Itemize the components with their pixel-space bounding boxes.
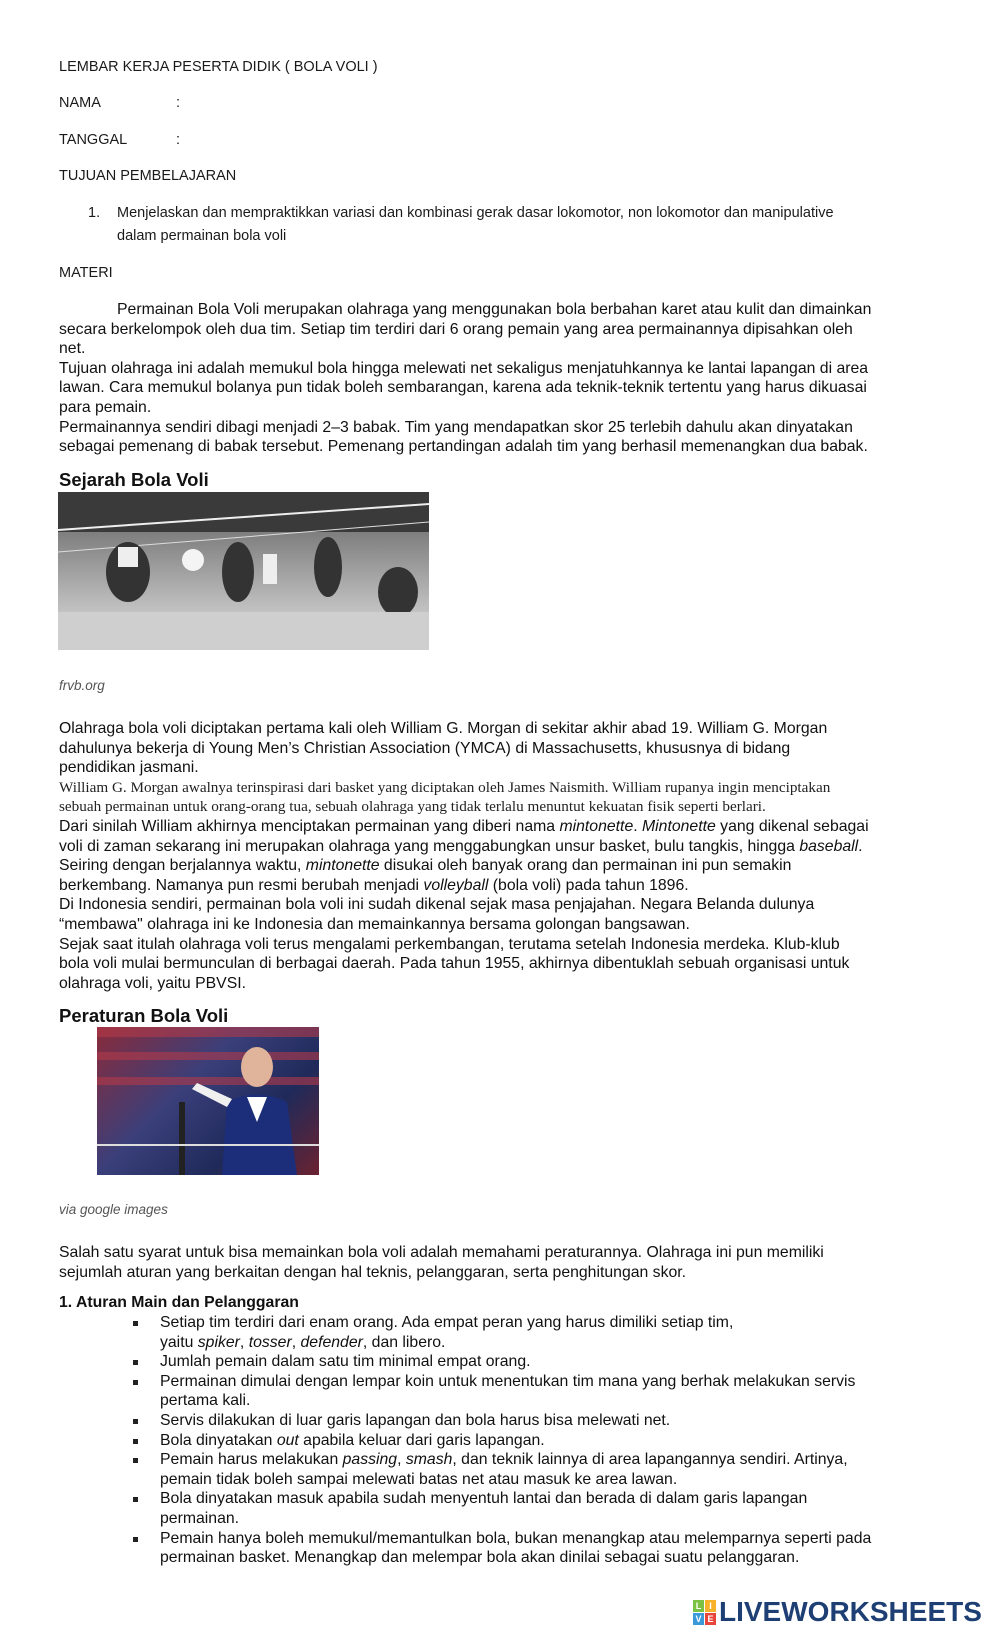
bullet-icon xyxy=(133,1439,138,1444)
referee-photo xyxy=(97,1027,319,1175)
text-segment: pemain tidak boleh sampai melewati batas net atau masuk ke area lawan. xyxy=(160,1470,678,1488)
materi-line xyxy=(59,339,85,359)
rule-line xyxy=(160,1450,848,1470)
text-segment: , dan teknik lainnya di area lapangannya sendiri. Artinya, xyxy=(452,1451,848,1469)
text-segment: Permainan dimulai dengan lempar koin untuk menentukan tim mana yang berhak melakukan servis xyxy=(160,1372,856,1390)
text-segment: voli di zaman sekarang ini merupakan olahraga yang menggabungkan unsur basket, bulu tangkis, hingga xyxy=(59,837,800,855)
text-segment: Servis dilakukan di luar garis lapangan dan bola harus bisa melewati net. xyxy=(160,1412,671,1429)
nama-colon: : xyxy=(176,95,181,111)
sejarah-line xyxy=(59,817,869,837)
text-segment: Seiring dengan berjalannya waktu, xyxy=(59,857,306,875)
rule-line xyxy=(160,1333,445,1353)
italic-term: smash xyxy=(405,1451,453,1469)
sejarah-line xyxy=(59,974,246,994)
rule-line xyxy=(160,1372,855,1392)
bullet-icon xyxy=(133,1380,138,1385)
volleyball-match-photo xyxy=(58,492,429,650)
text-segment: Setiap tim terdiri dari enam orang. Ada empat peran yang harus dimiliki setiap tim, xyxy=(160,1314,734,1331)
text-segment: olahraga voli, yaitu PBVSI. xyxy=(59,974,247,992)
rule-line xyxy=(160,1391,250,1411)
text-segment: , xyxy=(239,1333,249,1351)
tujuan-label: TUJUAN PEMBELAJARAN xyxy=(59,168,237,184)
text-segment: . xyxy=(858,837,863,855)
text-segment: lawan. Cara memukul bolanya pun tidak boleh sembarangan, karena ada teknik-teknik tertentu yang harus dikuasai xyxy=(59,379,867,397)
text-segment: para pemain. xyxy=(59,399,152,416)
rule-line xyxy=(160,1509,239,1529)
text-segment: berkembang. Namanya pun resmi berubah menjadi xyxy=(59,876,424,894)
sejarah-line xyxy=(59,935,840,955)
sejarah-line xyxy=(59,758,199,778)
italic-term: tosser xyxy=(248,1333,292,1351)
tujuan-line: dalam permainan bola voli xyxy=(117,228,287,244)
text-segment: Permainan Bola Voli merupakan olahraga yang menggunakan bola berbahan karet atau kulit dan dimainkan xyxy=(117,301,872,318)
sejarah-line xyxy=(59,778,830,798)
tanggal-colon: : xyxy=(176,132,181,148)
text-segment: net. xyxy=(59,340,86,358)
photo-caption: via google images xyxy=(59,1202,168,1217)
materi-line xyxy=(59,359,868,379)
text-segment: (bola voli) pada tahun 1896. xyxy=(488,876,689,894)
logo-mark-icon xyxy=(693,1600,716,1625)
text-segment: Bola dinyatakan masuk apabila sudah menyentuh lantai dan berada di dalam garis lapangan xyxy=(160,1490,808,1508)
bullet-icon xyxy=(133,1321,138,1326)
italic-term: spiker xyxy=(197,1333,240,1351)
italic-term: mintonette xyxy=(559,818,634,835)
italic-term: defender xyxy=(300,1333,363,1351)
nama-label: NAMA xyxy=(59,95,101,111)
text-segment: , dan libero. xyxy=(362,1333,446,1351)
text-segment: Jumlah pemain dalam satu tim minimal empat orang. xyxy=(160,1353,531,1371)
text-segment: pendidikan jasmani. xyxy=(59,759,199,777)
text-segment: Olahraga bola voli diciptakan pertama kali oleh William G. Morgan di sekitar akhir abad 19. William G. Morgan xyxy=(59,720,828,737)
materi-line xyxy=(59,437,868,457)
italic-term: out xyxy=(276,1431,299,1449)
tujuan-line: Menjelaskan dan mempraktikkan variasi dan kombinasi gerak dasar lokomotor, non lokomotor dan manipulative xyxy=(117,205,834,221)
rule-line xyxy=(160,1470,677,1490)
tanggal-label: TANGGAL xyxy=(59,132,128,148)
text-segment: Tujuan olahraga ini adalah memukul bola hingga melewati net sekaligus menjatuhkannya ke lantai lapangan di area xyxy=(59,359,869,377)
sejarah-line xyxy=(59,719,827,739)
text-segment: . xyxy=(633,818,643,835)
text-segment: secara berkelompok oleh dua tim. Setiap tim terdiri dari 6 orang pemain yang area permainannya dipisahkan oleh xyxy=(59,320,853,338)
rule-line xyxy=(160,1431,545,1451)
text-segment: sebuah permainan untuk orang-orang tua, sebuah olahraga yang tidak terlalu menuntut kekuatan fisik seperti berlari. xyxy=(59,798,766,816)
bullet-icon xyxy=(133,1458,138,1463)
italic-term: mintonette xyxy=(305,857,380,875)
materi-line xyxy=(117,300,871,320)
aturan-subheading: 1. Aturan Main dan Pelanggaran xyxy=(59,1294,299,1311)
bullet-icon xyxy=(133,1537,138,1542)
italic-term: baseball xyxy=(799,837,859,855)
sejarah-line xyxy=(59,954,849,974)
materi-line xyxy=(59,378,867,398)
intro-line: sejumlah aturan yang berkaitan dengan hal teknis, pelanggaran, serta penghitungan skor. xyxy=(59,1264,687,1281)
rule-line xyxy=(160,1313,733,1333)
sejarah-line xyxy=(59,876,689,896)
sejarah-line xyxy=(59,895,814,915)
sejarah-line xyxy=(59,797,766,817)
logo-letter: L xyxy=(693,1600,704,1612)
worksheet-title: LEMBAR KERJA PESERTA DIDIK ( BOLA VOLI ) xyxy=(59,59,378,75)
text-segment: apabila keluar dari garis lapangan. xyxy=(298,1431,545,1449)
rule-line xyxy=(160,1489,807,1509)
sejarah-line xyxy=(59,739,790,759)
bullet-icon xyxy=(133,1419,138,1424)
text-segment: dahulunya bekerja di Young Men’s Christian Association (YMCA) di Massachusetts, khususnya di bidang xyxy=(59,739,791,757)
materi-label: MATERI xyxy=(59,265,113,281)
materi-line xyxy=(59,418,853,438)
text-segment: sebagai pemenang di babak tersebut. Pemenang pertandingan adalah tim yang berhasil memenangkan dua babak. xyxy=(59,438,868,456)
bullet-icon xyxy=(133,1360,138,1365)
text-segment: “membawa" olahraga ini ke Indonesia dan memainkannya bersama golongan bangsawan. xyxy=(59,916,690,933)
text-segment: William G. Morgan awalnya terinspirasi dari basket yang diciptakan oleh James Naismith. William rupanya ingin menciptakan xyxy=(59,778,831,796)
text-segment: Pemain harus melakukan xyxy=(160,1451,343,1469)
sejarah-line xyxy=(59,856,791,876)
rule-line xyxy=(160,1411,670,1431)
text-segment: bola voli mulai bermunculan di berbagai daerah. Pada tahun 1955, akhirnya dibentuklah sebuah organisasi untuk xyxy=(59,955,850,973)
logo-letter: V xyxy=(693,1613,704,1625)
text-segment: yaitu xyxy=(160,1333,198,1351)
text-segment: , xyxy=(291,1333,301,1351)
text-segment: disukai oleh banyak orang dan permainan ini pun semakin xyxy=(379,857,792,875)
sejarah-heading: Sejarah Bola Voli xyxy=(59,469,209,490)
italic-term: Mintonette xyxy=(642,818,716,835)
text-segment: permainan basket. Menangkap dan melempar bola akan dinilai sebagai suatu pelanggaran. xyxy=(160,1549,800,1567)
text-segment: yang dikenal sebagai xyxy=(715,818,869,835)
text-segment: pertama kali. xyxy=(160,1392,251,1410)
text-segment: Di Indonesia sendiri, permainan bola voli ini sudah dikenal sejak masa penjajahan. Negara Belanda dulunya xyxy=(59,896,815,914)
peraturan-heading: Peraturan Bola Voli xyxy=(59,1005,229,1026)
rule-line xyxy=(160,1352,531,1372)
liveworksheets-logo xyxy=(693,1596,982,1628)
bullet-icon xyxy=(133,1497,138,1502)
text-segment: permainan. xyxy=(160,1510,240,1527)
logo-letter: I xyxy=(705,1600,716,1612)
logo-letter: E xyxy=(705,1613,716,1625)
sejarah-line xyxy=(59,915,690,935)
materi-line xyxy=(59,398,151,418)
text-segment: Dari sinilah William akhirnya menciptakan permainan yang diberi nama xyxy=(59,818,560,835)
rule-line xyxy=(160,1548,799,1568)
text-segment: Pemain hanya boleh memukul/memantulkan bola, bukan menangkap atau melemparnya seperti pada xyxy=(160,1529,872,1547)
logo-text: LIVEWORKSHEETS xyxy=(719,1596,982,1627)
materi-line xyxy=(59,320,853,340)
sejarah-line xyxy=(59,837,863,857)
text-segment: Sejak saat itulah olahraga voli terus mengalami perkembangan, terutama setelah Indonesia merdeka. Klub-klub xyxy=(59,935,840,953)
text-segment: Permainannya sendiri dibagi menjadi 2–3 babak. Tim yang mendapatkan skor 25 terlebih dahulu akan dinyatakan xyxy=(59,418,853,436)
text-segment: , xyxy=(397,1451,406,1469)
italic-term: passing xyxy=(342,1451,398,1469)
tujuan-number: 1. xyxy=(88,205,101,221)
intro-line: Salah satu syarat untuk bisa memainkan bola voli adalah memahami peraturannya. Olahraga ini pun memiliki xyxy=(59,1244,824,1261)
text-segment: Bola dinyatakan xyxy=(160,1431,277,1449)
rule-line xyxy=(160,1529,871,1549)
photo-caption: frvb.org xyxy=(59,678,105,693)
italic-term: volleyball xyxy=(423,876,489,894)
